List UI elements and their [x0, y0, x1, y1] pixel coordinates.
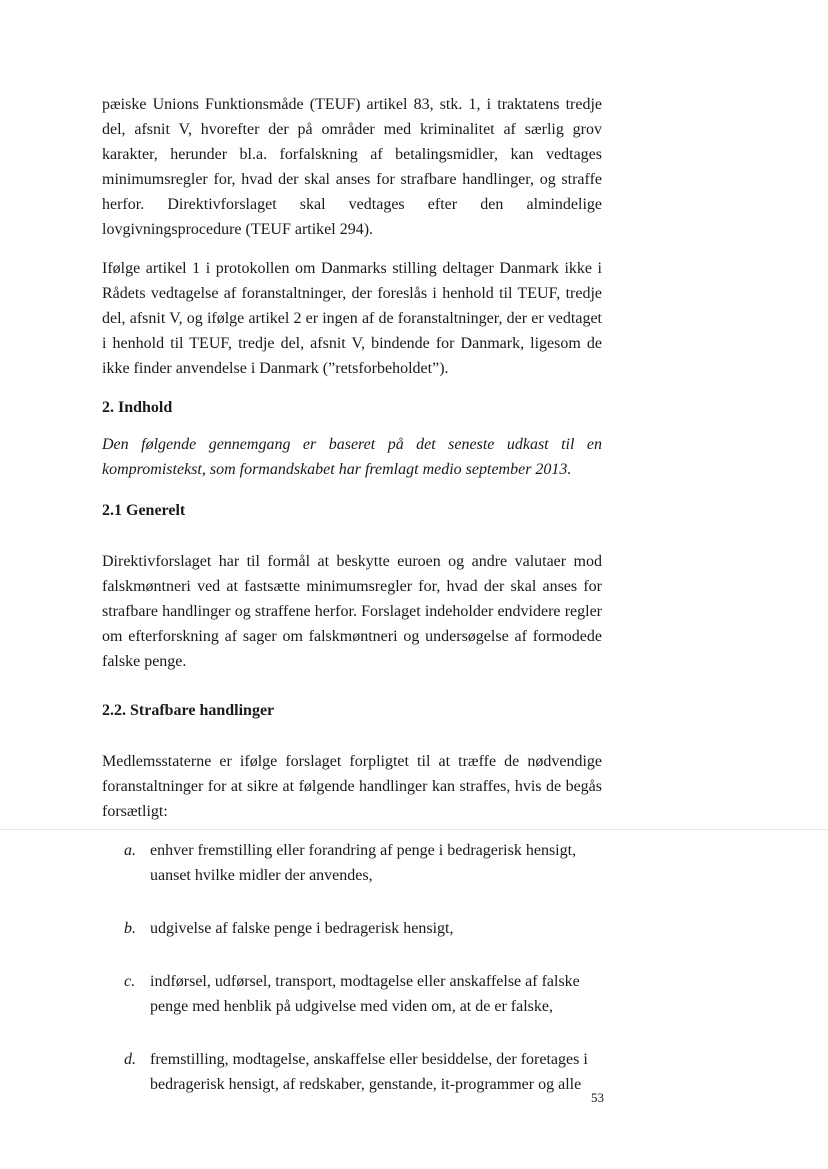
heading-generelt: 2.1 Generelt	[102, 502, 186, 519]
list-item-text: enhver fremstilling eller forandring af penge i bedragerisk hensigt, uanset hvilke midler der anvendes,	[150, 842, 577, 884]
offense-list	[124, 838, 608, 1097]
scan-divider	[0, 829, 828, 830]
body-text	[102, 92, 602, 824]
list-item-text: indførsel, udførsel, transport, modtagelse eller anskaffelse af falske penge med henblik på udgivelse med viden om, at de er falske,	[150, 973, 580, 1015]
list-item	[124, 1047, 608, 1097]
heading-indhold: 2. Indhold	[102, 399, 173, 416]
note-kompromistekst: Den følgende gennemgang er baseret på det seneste udkast til en kompromistekst, som formandskabet har fremlagt medio september 2013.	[102, 436, 602, 478]
list-item-text: fremstilling, modtagelse, anskaffelse eller besiddelse, der foretages i bedragerisk hensigt, af redskaber, genstande, it-programmer og alle	[150, 1051, 588, 1093]
list-item	[124, 969, 608, 1019]
heading-strafbare-handlinger: 2.2. Strafbare handlinger	[102, 702, 275, 719]
paragraph-retsforbehold: Ifølge artikel 1 i protokollen om Danmarks stilling deltager Danmark ikke i Rådets vedtagelse af foranstaltninger, der foreslås i henhold til TEUF, tredje del, afsnit V, og ifølge artikel 2 er ingen af de foranstaltninger, der er vedtaget i henhold til TEUF, tredje del, afsnit V, bindende for Danmark, ligesom de ikke finder anvendelse i Danmark (”retsforbeholdet”).	[102, 260, 602, 377]
list-item	[124, 838, 608, 888]
list-marker: c.	[124, 973, 136, 990]
list-marker: d.	[124, 1051, 136, 1068]
list-marker: a.	[124, 842, 136, 859]
list-item	[124, 916, 608, 941]
page-number: 53	[591, 1090, 604, 1105]
list-item-text: udgivelse af falske penge i bedragerisk hensigt,	[150, 920, 454, 937]
list-marker: b.	[124, 920, 136, 937]
paragraph-generelt: Direktivforslaget har til formål at beskytte euroen og andre valutaer mod falskmøntneri ved at fastsætte minimumsregler for, hvad der skal anses for strafbare handlinger og straffene herfor. Forslaget indeholder endvidere regler om efterforskning af sager om falskmøntneri og undersøgelse af formodede falske penge.	[102, 553, 602, 670]
paragraph-medlemsstaterne: Medlemsstaterne er ifølge forslaget forpligtet til at træffe de nødvendige foranstaltninger for at sikre at følgende handlinger kan straffes, hvis de begås forsætligt:	[102, 753, 602, 820]
paragraph-teuf: pæiske Unions Funktionsmåde (TEUF) artikel 83, stk. 1, i traktatens tredje del, afsnit V, hvorefter der på områder med kriminalitet af særlig grov karakter, herunder bl.a. forfalskning af betalingsmidler, kan vedtages minimumsregler for, hvad der skal anses for strafbare handlinger, og straffe herfor. Direktivforslaget skal vedtages efter den almindelige lovgivningsprocedure (TEUF artikel 294).	[102, 96, 602, 238]
